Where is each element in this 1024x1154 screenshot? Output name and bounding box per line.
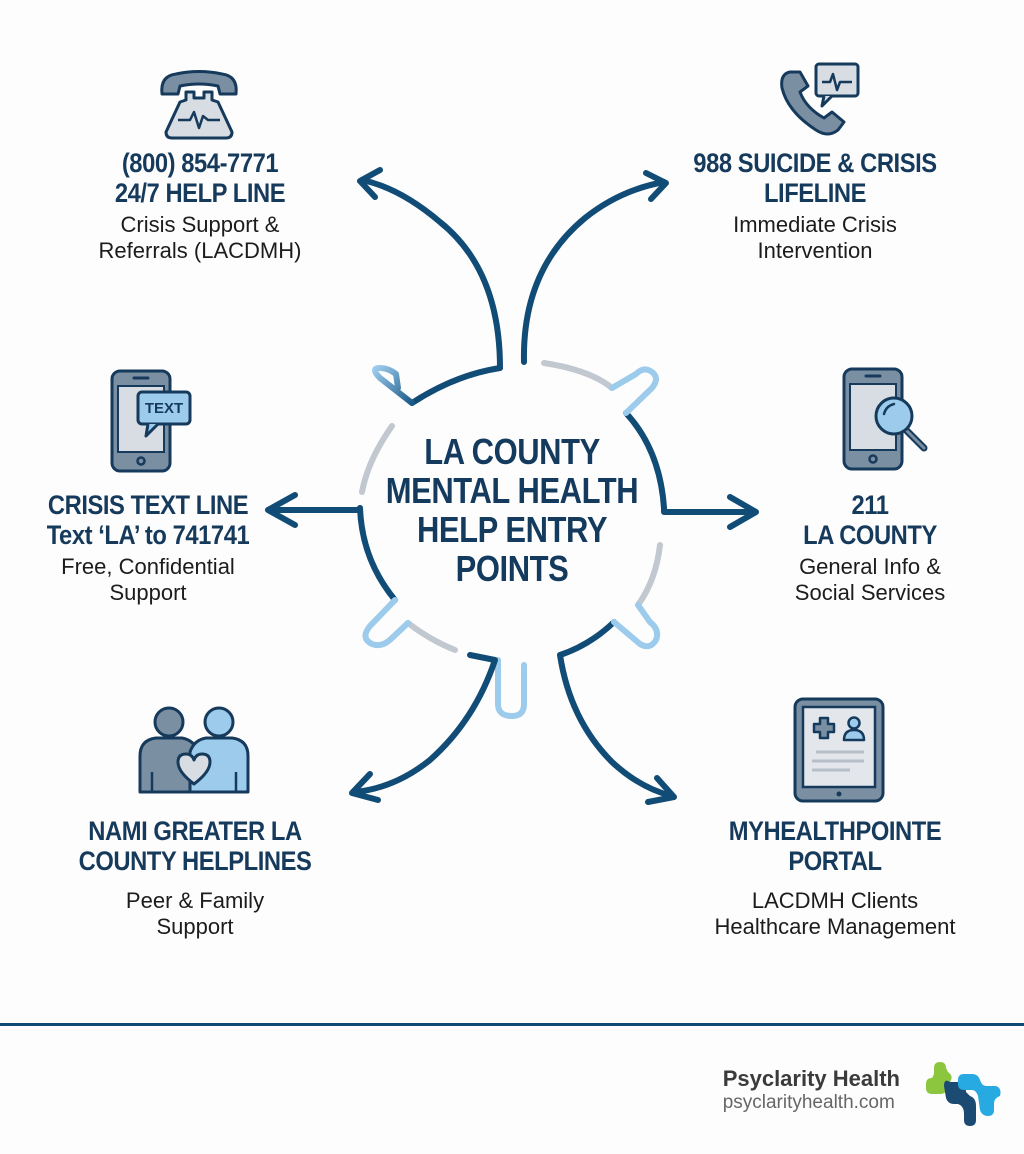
hub-title <box>383 432 641 588</box>
hub-title-line: MENTAL HEALTH <box>385 470 639 511</box>
hub-title-line: LA COUNTY <box>424 431 600 472</box>
node-myhealthpointe <box>690 816 980 940</box>
svg-text:TEXT: TEXT <box>144 400 184 417</box>
node-title: (800) 854-7771 <box>121 148 279 178</box>
node-subtitle: Peer & Family <box>125 888 265 913</box>
node-title: COUNTY HELPLINES <box>78 846 312 876</box>
psyclarity-logo-icon <box>924 1058 1002 1128</box>
node-lacdmh-helpline <box>60 148 340 264</box>
hub-title-line: HELP ENTRY <box>416 509 608 550</box>
node-title: PORTAL <box>788 846 882 876</box>
node-subtitle: Healthcare Management <box>714 914 956 939</box>
node-crisis-text-line <box>20 490 276 606</box>
node-subtitle: Support <box>109 580 187 605</box>
phone-chat-heartbeat-icon <box>776 60 862 140</box>
node-title: NAMI GREATER LA <box>88 816 302 846</box>
ring-segment <box>412 368 500 403</box>
node-subtitle: General Info & <box>799 554 941 579</box>
node-subtitle: Immediate Crisis <box>733 212 897 237</box>
node-title: Text ‘LA’ to 741741 <box>46 520 250 550</box>
rotary-phone-heartbeat-icon <box>156 66 242 142</box>
brand-block <box>723 1066 900 1114</box>
smartphone-text-icon <box>108 368 194 474</box>
node-subtitle: Social Services <box>794 580 946 605</box>
node-subtitle: Intervention <box>757 238 873 263</box>
node-title: CRISIS TEXT LINE <box>47 490 249 520</box>
node-988-lifeline <box>660 148 970 264</box>
node-nami-greater-la <box>60 816 330 940</box>
hub-title-line: POINTS <box>455 548 569 589</box>
tablet-health-profile-icon <box>792 696 886 804</box>
people-heart-icon <box>136 704 256 796</box>
brand-url[interactable]: psyclarityhealth.com <box>722 1092 895 1113</box>
brand-name: Psyclarity Health <box>722 1066 900 1091</box>
footer-divider <box>0 1023 1024 1026</box>
node-title: 988 SUICIDE & CRISIS <box>693 148 937 178</box>
node-subtitle: Support <box>156 914 234 939</box>
node-title: LIFELINE <box>763 178 867 208</box>
node-title: 24/7 HELP LINE <box>114 178 286 208</box>
node-subtitle: LACDMH Clients <box>751 888 919 913</box>
node-211-la-county <box>760 490 980 606</box>
node-subtitle: Free, Confidential <box>61 554 235 579</box>
node-title: MYHEALTHPOINTE <box>728 816 942 846</box>
node-title: 211 <box>851 490 889 520</box>
node-subtitle: Crisis Support & <box>120 212 280 237</box>
smartphone-search-icon <box>840 366 934 474</box>
node-subtitle: Referrals (LACDMH) <box>98 238 302 263</box>
node-title: LA COUNTY <box>803 520 937 550</box>
